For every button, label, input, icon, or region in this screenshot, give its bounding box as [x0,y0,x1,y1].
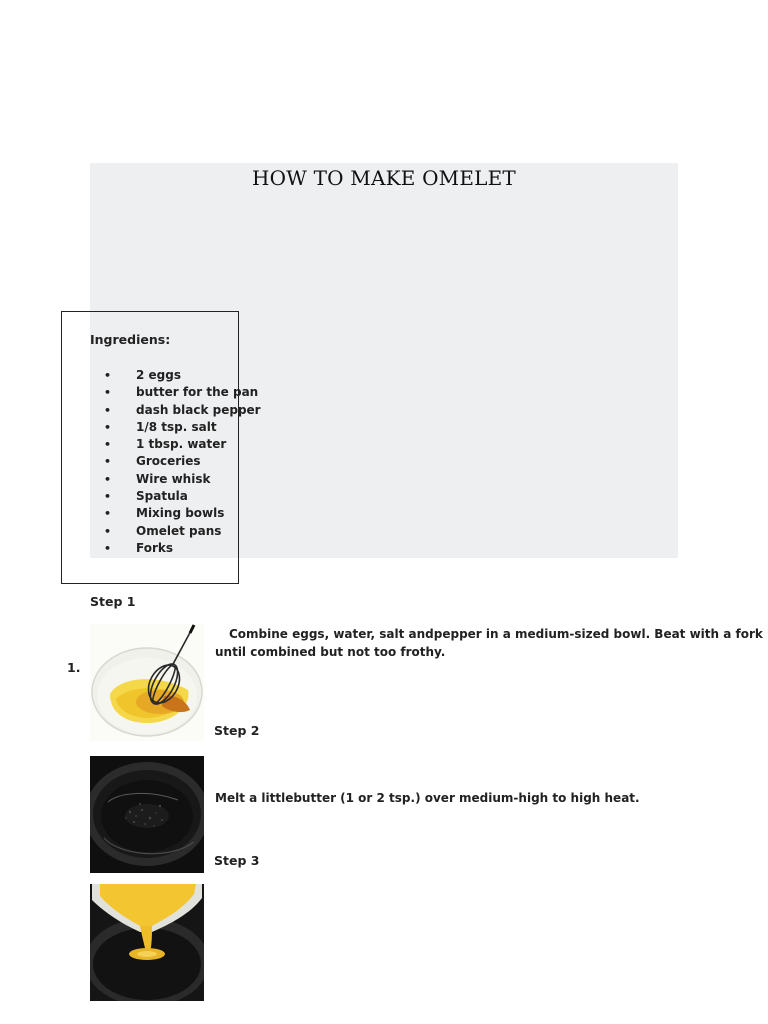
step-1-text-line-1: Combine eggs, water, salt andpepper in a medium-sized bowl. Beat with a fork [229,627,763,641]
bullet-icon: • [104,541,112,555]
pouring-eggs-photo [90,884,204,1001]
ingredient-item [90,367,261,384]
ingredients-heading: Ingrediens: [90,332,171,347]
bullet-icon: • [104,369,112,382]
ingredient-label: 1/8 tsp. salt [136,419,217,434]
bullet-icon: • [104,403,112,417]
ingredient-item [90,540,261,557]
ingredients-list [90,367,261,557]
ingredient-label: 2 eggs [136,368,181,382]
ingredient-item [90,419,261,436]
ingredient-label: butter for the pan [136,385,259,400]
ingredient-label: Forks [136,540,173,555]
ingredient-label: 1 tbsp. water [136,437,227,452]
ingredient-item [90,402,261,419]
ingredient-label: Spatula [136,489,188,504]
bullet-icon: • [104,524,112,538]
butter-in-pan-photo [90,756,204,873]
ingredient-label: Groceries [136,454,201,469]
bullet-icon: • [104,472,112,486]
step-1-label: Step 1 [90,594,136,609]
step-2-instructions: Melt a littlebutter (1 or 2 tsp.) over medium-high to high heat. [215,791,640,805]
ingredient-item [90,384,261,401]
ingredient-label: dash black pepper [136,402,261,417]
ingredient-label: Wire whisk [136,471,211,486]
bullet-icon: • [104,438,112,452]
ingredient-item [90,505,261,522]
ingredient-item [90,471,261,488]
bullet-icon: • [104,455,112,469]
ingredient-item [90,436,261,453]
page-title: HOW TO MAKE OMELET [252,166,516,190]
step-1-text-line-2: until combined but not too frothy. [215,645,446,659]
step-3-label: Step 3 [214,853,260,868]
list-number: 1. [67,660,81,675]
step-1-instructions [215,625,763,661]
ingredient-item [90,523,261,540]
bullet-icon: • [104,420,112,434]
ingredient-label: Mixing bowls [136,506,225,521]
ingredient-item [90,488,261,505]
whisking-eggs-photo [90,624,204,741]
bullet-icon: • [104,490,112,504]
step-2-label: Step 2 [214,723,260,738]
bullet-icon: • [104,386,112,400]
ingredient-item [90,453,261,470]
ingredient-label: Omelet pans [136,523,222,538]
bullet-icon: • [104,507,112,521]
